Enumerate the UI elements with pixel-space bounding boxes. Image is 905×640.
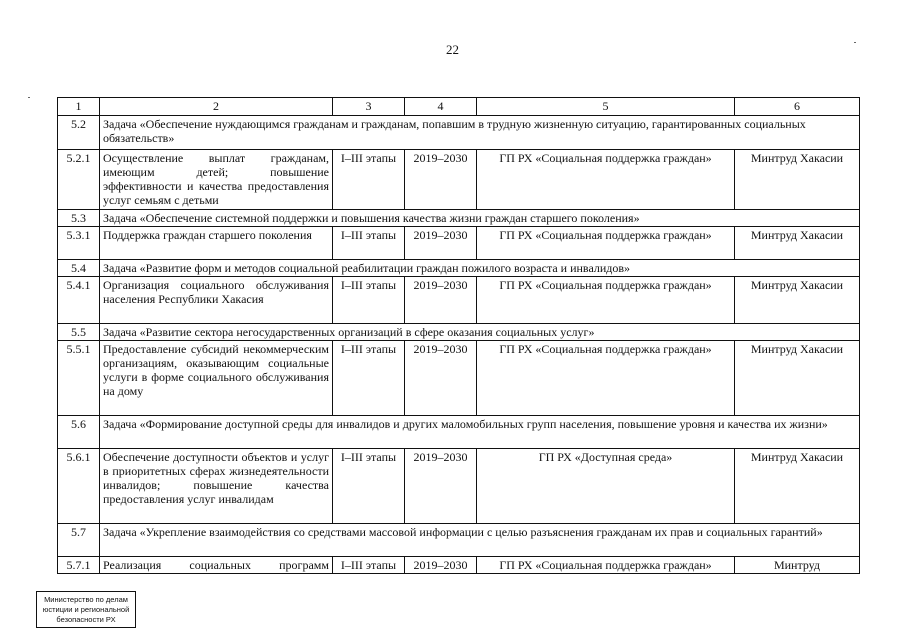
measure-period: 2019–2030: [405, 557, 477, 574]
measure-stages: I–III этапы: [333, 277, 405, 324]
measure-period: 2019–2030: [405, 150, 477, 210]
measure-number: 5.7.1: [58, 557, 100, 574]
column-header: 4: [405, 98, 477, 116]
task-row: [58, 116, 860, 150]
measure-executor: Минтруд Хакасии: [735, 277, 860, 324]
measure-stages: I–III этапы: [333, 150, 405, 210]
task-row: [58, 210, 860, 227]
column-header: 5: [477, 98, 735, 116]
measure-program: ГП РХ «Социальная поддержка граждан»: [477, 277, 735, 324]
measure-period: 2019–2030: [405, 449, 477, 524]
measure-executor: Минтруд Хакасии: [735, 227, 860, 260]
measure-number: 5.6.1: [58, 449, 100, 524]
measure-name: Организация социального обслуживания населения Республики Хакасия: [100, 277, 333, 324]
task-row: [58, 260, 860, 277]
measure-period: 2019–2030: [405, 227, 477, 260]
measure-number: 5.4.1: [58, 277, 100, 324]
column-header: 1: [58, 98, 100, 116]
scan-speck: [28, 97, 30, 98]
measure-row: [58, 341, 860, 416]
measure-period: 2019–2030: [405, 277, 477, 324]
measure-executor: Минтруд: [735, 557, 860, 574]
task-number: 5.5: [58, 324, 100, 341]
measure-executor: Минтруд Хакасии: [735, 449, 860, 524]
stamp-line: безопасности РХ: [56, 615, 116, 624]
measure-executor: Минтруд Хакасии: [735, 150, 860, 210]
column-header: 2: [100, 98, 333, 116]
measure-row: [58, 277, 860, 324]
ministry-stamp: [36, 591, 136, 628]
measure-executor: Минтруд Хакасии: [735, 341, 860, 416]
task-text: Задача «Обеспечение системной поддержки и повышения качества жизни граждан старшего поколения»: [100, 210, 860, 227]
task-number: 5.6: [58, 416, 100, 449]
stamp-line: юстиции и региональной: [42, 605, 130, 614]
scan-speck: [854, 42, 856, 43]
measure-name: Поддержка граждан старшего поколения: [100, 227, 333, 260]
task-text: Задача «Развитие форм и методов социальной реабилитации граждан пожилого возраста и инвалидов»: [100, 260, 860, 277]
page-number: 22: [446, 42, 459, 57]
measure-period: 2019–2030: [405, 341, 477, 416]
task-number: 5.2: [58, 116, 100, 150]
column-header: 6: [735, 98, 860, 116]
measure-name: Реализация социальных программ: [100, 557, 333, 574]
measure-stages: I–III этапы: [333, 227, 405, 260]
task-text: Задача «Обеспечение нуждающимся гражданам и гражданам, попавшим в трудную жизненную ситуацию, гарантированных социальных обязательств»: [100, 116, 860, 150]
column-header: 3: [333, 98, 405, 116]
measure-name: Осуществление выплат гражданам, имеющим детей; повышение эффективности и качества предоставления услуг семьям с детьми: [100, 150, 333, 210]
table-header-row: [58, 98, 860, 116]
task-text: Задача «Развитие сектора негосударственных организаций в сфере оказания социальных услуг»: [100, 324, 860, 341]
measure-stages: I–III этапы: [333, 341, 405, 416]
task-number: 5.7: [58, 524, 100, 557]
stamp-line: Министерство по делам: [44, 595, 128, 604]
measure-stages: I–III этапы: [333, 449, 405, 524]
measure-number: 5.5.1: [58, 341, 100, 416]
measure-row: [58, 227, 860, 260]
measure-name: Обеспечение доступности объектов и услуг в приоритетных сферах жизнедеятельности инвалидов; повышение качества предоставления услуг инвалидам: [100, 449, 333, 524]
measure-number: 5.3.1: [58, 227, 100, 260]
measure-stages: I–III этапы: [333, 557, 405, 574]
measure-row: [58, 449, 860, 524]
task-text: Задача «Формирование доступной среды для инвалидов и других маломобильных групп населения, повышение уровня и качества их жизни»: [100, 416, 860, 449]
measure-row: [58, 557, 860, 574]
measure-number: 5.2.1: [58, 150, 100, 210]
measure-program: ГП РХ «Социальная поддержка граждан»: [477, 341, 735, 416]
measure-program: ГП РХ «Социальная поддержка граждан»: [477, 227, 735, 260]
measures-table: [57, 97, 860, 574]
measure-row: [58, 150, 860, 210]
measure-program: ГП РХ «Социальная поддержка граждан»: [477, 557, 735, 574]
task-row: [58, 524, 860, 557]
task-row: [58, 416, 860, 449]
measure-program: ГП РХ «Доступная среда»: [477, 449, 735, 524]
measure-program: ГП РХ «Социальная поддержка граждан»: [477, 150, 735, 210]
task-number: 5.3: [58, 210, 100, 227]
task-number: 5.4: [58, 260, 100, 277]
task-text: Задача «Укрепление взаимодействия со средствами массовой информации с целью разъяснения гражданам их прав и социальных гарантий»: [100, 524, 860, 557]
measure-name: Предоставление субсидий некоммерческим организациям, оказывающим социальные услуги в форме социального обслуживания на дому: [100, 341, 333, 416]
task-row: [58, 324, 860, 341]
